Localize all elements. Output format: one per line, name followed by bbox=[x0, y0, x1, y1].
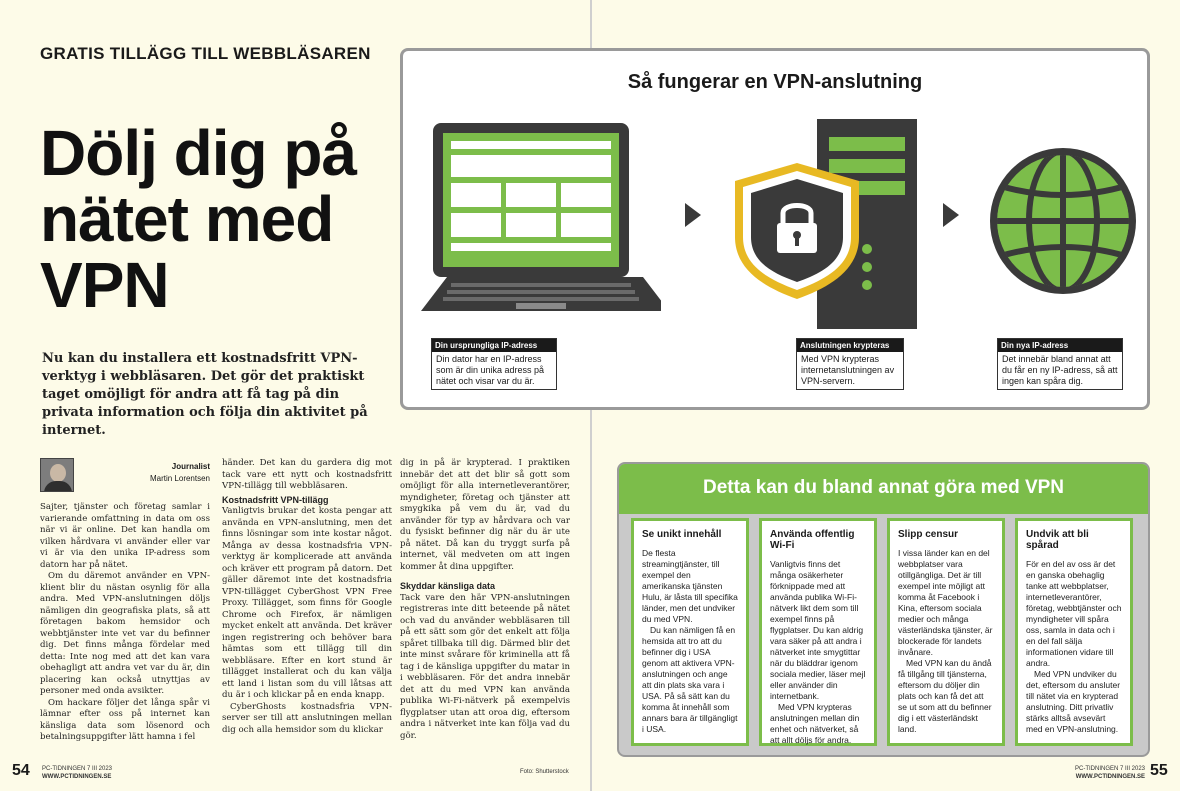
caption-text: Det innebär bland annat att du får en ny IP-adress, så att ingen kan spåra dig. bbox=[1002, 354, 1118, 386]
benefits-box bbox=[617, 462, 1150, 757]
paragraph: händer. Det kan du gardera dig mot tack vare ett nytt och kostnadsfritt VPN-tillägg till webbläsaren. bbox=[222, 458, 392, 491]
author-avatar bbox=[40, 458, 74, 492]
caption-new-ip bbox=[997, 338, 1123, 390]
benefit-card-censorship bbox=[887, 518, 1005, 746]
card-title: Slipp censur bbox=[898, 529, 959, 540]
caption-header: Din nya IP-adress bbox=[998, 339, 1122, 352]
caption-original-ip bbox=[431, 338, 557, 390]
paragraph: Vanligtvis brukar det kosta pengar att använda en VPN-anslutning, men det finns lösningar som inte kostar något. Många av dessa kostnadsfria VPN-verktyg är komplicerade att använda och kräver ett program på datorn. Det gäller däremot inte det kostnadsfria VPN-tillägget CyberGhost VPN Free Proxy. Tillägget, som finns för Google Chrome och Firefox, är nämligen mycket enkelt att använda. Det kräver ingen registrering och behöver bara hämtas som ett tillägg till din webbläsare. Efter en kort stund är tillägget installerat och du kan välja ett land i listan som du vill låtsas att du är i och klickar på en enda knapp. bbox=[222, 506, 392, 700]
infographic-title: Så fungerar en VPN-anslutning bbox=[627, 71, 923, 93]
body-column-2 bbox=[222, 458, 392, 736]
card-title: Se unikt innehåll bbox=[642, 529, 722, 540]
card-paragraph: I vissa länder kan en del webbplatser vara otillgängliga. Det är till exempel inte möjligt att komma åt Facebook i Kina, eftersom sociala medier och många västerländska tjänster, är blockerade för landets invånare. bbox=[898, 548, 993, 657]
paragraph: Tack vare den här VPN-anslutningen registreras inte ditt beteende på nätet och vad du använder webbläsaren till på ett sätt som gör det enkelt att följa spåret tillbaka till dig. Därmed blir det inte minst svårare för kriminella att få tag i de känsliga uppgifter du matar in i webbläsaren. För det andra innebär det att du med VPN kan använda publika Wi-Fi-nätverk på exempelvis flygplatser utan att oroa dig, eftersom andra i nätverket inte kan följa vad du gör. bbox=[400, 592, 570, 741]
subheading: Skyddar känsliga data bbox=[400, 581, 496, 591]
benefit-card-tracking bbox=[1015, 518, 1133, 746]
footer-right bbox=[1075, 765, 1145, 781]
card-paragraph: Med VPN undviker du det, eftersom du ansluter till nätet via en krypterad anslutning. Ditt privatliv stärks alltså avsevärt med en VPN-anslutning. bbox=[1026, 669, 1121, 734]
caption-encrypted bbox=[796, 338, 904, 390]
laptop-icon bbox=[421, 123, 661, 319]
server-shield-lock-icon bbox=[727, 119, 917, 329]
author-role: Journalist bbox=[171, 462, 210, 471]
globe-icon bbox=[987, 145, 1139, 297]
card-paragraph: Med VPN kan du ändå få tillgång till tjänsterna, eftersom du döljer din plats och kan få det att se ut som att du befinner dig i ett västerländskt land. bbox=[898, 658, 992, 734]
caption-header: Anslutningen krypteras bbox=[797, 339, 903, 352]
headline: Dölj dig på nätet med VPN bbox=[40, 117, 357, 321]
vpn-infographic bbox=[400, 48, 1150, 410]
card-paragraph: För en del av oss är det en ganska obehaglig tanke att webbplatser, internetleverantörer, företag, webbtjänster och myndigheter vill spåra oss, samla in data och i en del fall sälja informationen vidare till andra. bbox=[1026, 559, 1122, 668]
benefit-card-public-wifi bbox=[759, 518, 877, 746]
card-title: Undvik att bli spårad bbox=[1026, 529, 1089, 551]
card-paragraph: Du kan nämligen få en hemsida att tro att du befinner dig i USA genom att aktivera VPN-anslutningen och ange att din plats ska vara i USA. På så sätt kan du komma åt innehåll som annars bara är tillgängligt i USA. bbox=[642, 625, 738, 734]
arrow-right-icon bbox=[943, 203, 959, 227]
page-number-right: 55 bbox=[1150, 762, 1168, 779]
body-column-1 bbox=[40, 502, 210, 744]
caption-header: Din ursprungliga IP-adress bbox=[432, 339, 556, 352]
card-paragraph: Vanligtvis finns det många osäkerheter förknippade med att använda publika Wi-Fi-nätverk likt dem som till exempel finns på flygplatser. Du kan aldrig vara säker på att andra i nätverket inte smygtittar när du bläddrar igenom sociala medier, läser mejl eller använder din internetbank. bbox=[770, 559, 866, 701]
paragraph: Om du däremot använder en VPN-klient blir du nästan osynlig för alla andra. Med VPN-anslutningen döljs nämligen din geografiska plats, så att företagen bakom hemsidor och webbtjänster inte vet var du befinner dig. Det finns många fördelar med detta: Inte nog med att det kan vara obehagligt att andra vet var du är, din placering kan också utnyttjas av personer med onda avsikter. bbox=[40, 571, 210, 696]
byline bbox=[40, 458, 210, 494]
caption-text: Med VPN krypteras internetanslutningen av VPN-servern. bbox=[801, 354, 895, 386]
lead-paragraph: Nu kan du installera ett kostnadsfritt VPN-verktyg i webbläsaren. Det gör det praktiskt taget omöjligt för andra att få tag på din privata information och följa din aktivitet på internet. bbox=[42, 351, 368, 438]
paragraph: Om hackare följer det långa spår vi lämnar efter oss på internet kan känsliga data som lösenord och betalningsuppgifter lätt hamna i fel bbox=[40, 697, 210, 742]
paragraph: Sajter, tjänster och företag samlar i varierande omfattning in data om oss när vi är online. Det kan handla om vilken hårdvara vi använder eller var vi är via den unika IP-adress som datorn har på nätet. bbox=[40, 502, 210, 570]
paragraph: CyberGhosts kostnadsfria VPN-server ser till att anslutningen mellan dig och alla hemsidor som du klickar bbox=[222, 701, 392, 735]
footer-left bbox=[42, 765, 112, 781]
kicker: GRATIS TILLÄGG TILL WEBBLÄSAREN bbox=[40, 44, 371, 63]
body-column-3 bbox=[400, 458, 570, 742]
footer-url: WWW.PCTIDNINGEN.SE bbox=[42, 774, 112, 780]
caption-text: Din dator har en IP-adress som är din unika adress på nätet och visar var du är. bbox=[436, 354, 545, 386]
author-name: Martin Lorentsen bbox=[149, 474, 210, 483]
card-paragraph: De flesta streamingtjänster, till exempel den amerikanska tjänsten Hulu, är låsta till specifika länder, men det undviker du med VPN. bbox=[642, 548, 738, 624]
footer-issue: PC-TIDNINGEN 7 III 2023 bbox=[1075, 766, 1146, 772]
card-paragraph: Med VPN krypteras anslutningen mellan din enhet och nätverket, så att allt döljs för andra. bbox=[770, 702, 860, 745]
photo-credit: Foto: Shutterstock bbox=[520, 769, 569, 775]
footer-url: WWW.PCTIDNINGEN.SE bbox=[1075, 774, 1146, 780]
subheading: Kostnadsfritt VPN-tillägg bbox=[222, 494, 329, 505]
benefits-title: Detta kan du bland annat göra med VPN bbox=[619, 464, 1148, 514]
card-title: Använda offentlig Wi-Fi bbox=[770, 529, 855, 551]
paragraph: dig in på är krypterad. I praktiken innebär det att det blir så gott som omöjligt för alla internetleverantörer, myndigheter, företag och tjänster att smygkika på vem du är, vad du använder för typ av hårdvara och var du fysiskt befinner dig när du är ute på nätet. Då kan du tryggt surfa på internet, väl medveten om att ingen kommer åt dina uppgifter. bbox=[400, 458, 570, 572]
page-number-left: 54 bbox=[12, 762, 30, 779]
benefit-card-unique-content bbox=[631, 518, 749, 746]
footer-issue: PC-TIDNINGEN 7 III 2023 bbox=[42, 766, 113, 772]
arrow-right-icon bbox=[685, 203, 701, 227]
